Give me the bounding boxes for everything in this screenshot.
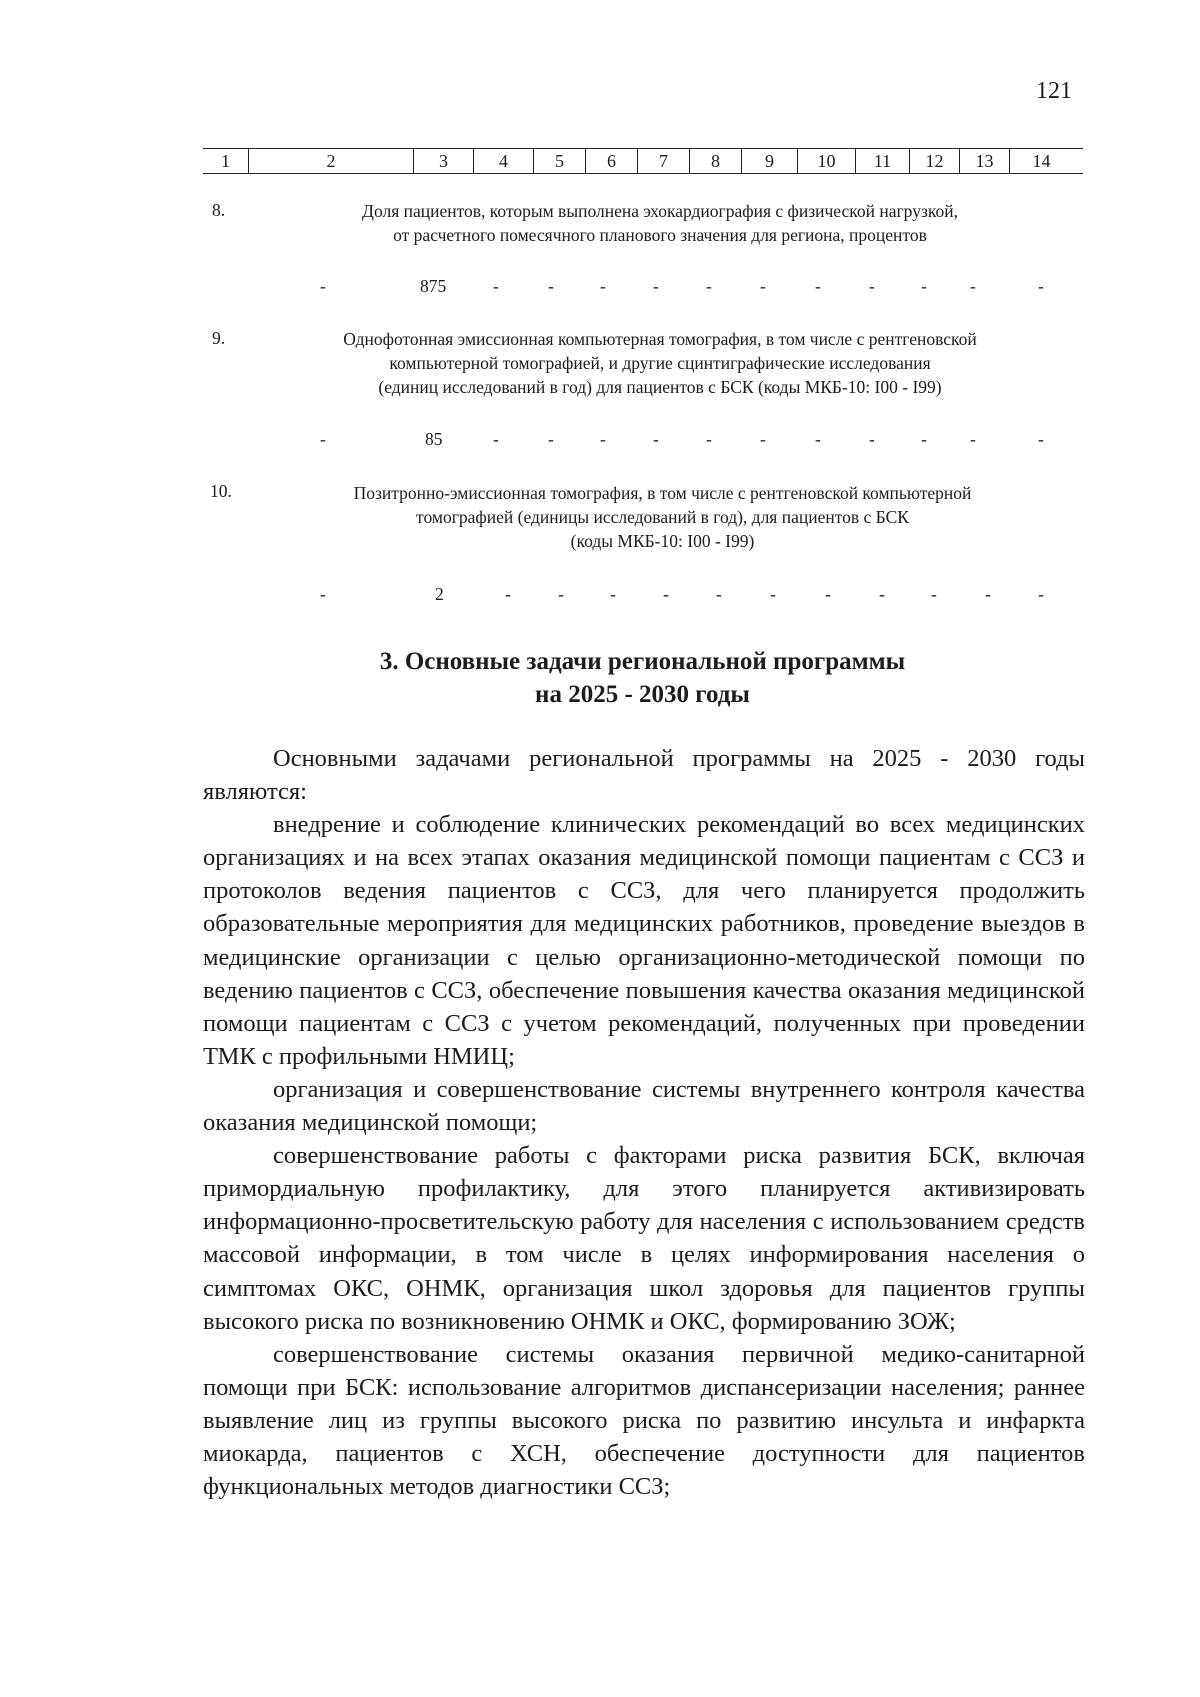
value-cell: - xyxy=(505,584,511,604)
section-title xyxy=(200,645,1085,711)
item-title-line: (единиц исследований в год) для пациентов с БСК (коды МКБ-10: I00 - I99) xyxy=(378,377,942,397)
item-title xyxy=(260,481,1065,553)
item-title xyxy=(260,199,1060,247)
value-cell: 875 xyxy=(420,276,447,296)
column-header-cell: 7 xyxy=(637,149,689,173)
value-cell: - xyxy=(663,584,669,604)
value-cell: - xyxy=(921,429,927,449)
body-text xyxy=(203,742,1085,1503)
value-cell: - xyxy=(706,276,712,296)
item-value-row xyxy=(0,584,1200,608)
value-cell: - xyxy=(1038,276,1044,296)
value-cell: - xyxy=(985,584,991,604)
value-cell: - xyxy=(815,429,821,449)
item-number: 9. xyxy=(212,328,226,348)
column-header-cell: 14 xyxy=(1009,149,1073,173)
value-cell: - xyxy=(320,584,326,604)
item-title-line: (коды МКБ-10: I00 - I99) xyxy=(570,531,755,551)
value-cell: - xyxy=(815,276,821,296)
paragraph: внедрение и соблюдение клинических рекомендаций во всех медицинских организациях и на всех этапах оказания медицинской помощи пациентам с ССЗ и протоколов ведения пациентов с ССЗ, для чего планируется продолжить образовательные мероприятия для медицинских работников, проведение выездов в медицинские организации с целью организационно-методической помощи по ведению пациентов с ССЗ, обеспечение повышения качества оказания медицинской помощи пациентам с ССЗ с учетом рекомендаций, полученных при проведении ТМК с профильными НМИЦ; xyxy=(203,811,1085,1070)
paragraph: совершенствование работы с факторами риска развития БСК, включая примордиальную профилактику, для этого планируется активизировать информационно-просветительскую работу для населения с использованием средств массовой информации, в том числе в целях информирования населения о симптомах ОКС, ОНМК, организация школ здоровья для пациентов группы высокого риска по возникновению ОНМК и ОКС, формированию ЗОЖ; xyxy=(203,1142,1085,1335)
column-header-cell: 6 xyxy=(585,149,637,173)
value-cell: - xyxy=(493,276,499,296)
column-header-cell: 2 xyxy=(248,149,413,173)
column-header-cell: 3 xyxy=(413,149,473,173)
value-cell: - xyxy=(770,584,776,604)
value-cell: - xyxy=(558,584,564,604)
section-title-line: 3. Основные задачи региональной программы xyxy=(379,648,906,675)
column-header-cell: 4 xyxy=(473,149,533,173)
value-cell: - xyxy=(716,584,722,604)
value-cell: - xyxy=(493,429,499,449)
value-cell: - xyxy=(610,584,616,604)
value-cell: - xyxy=(760,276,766,296)
value-cell: - xyxy=(320,429,326,449)
item-title xyxy=(250,327,1070,399)
column-header-cell: 10 xyxy=(797,149,855,173)
value-cell: - xyxy=(879,584,885,604)
item-title-line: Доля пациентов, которым выполнена эхокардиография с физической нагрузкой, xyxy=(362,201,958,221)
value-cell: - xyxy=(1038,584,1044,604)
value-cell: - xyxy=(653,276,659,296)
column-header-cell: 5 xyxy=(533,149,585,173)
value-cell: - xyxy=(600,429,606,449)
value-cell: - xyxy=(653,429,659,449)
paragraph: совершенствование системы оказания первичной медико-санитарной помощи при БСК: использование алгоритмов диспансеризации населения; раннее выявление лиц из группы высокого риска по развитию инсульта и инфаркта миокарда, пациентов с ХСН, обеспечение доступности для пациентов функциональных методов диагностики ССЗ; xyxy=(203,1340,1085,1501)
value-cell: - xyxy=(706,429,712,449)
item-title-line: компьютерной томографией, и другие сцинтиграфические исследования xyxy=(389,353,931,373)
value-cell: 2 xyxy=(435,584,444,604)
value-cell: - xyxy=(825,584,831,604)
item-value-row xyxy=(0,276,1200,300)
value-cell: - xyxy=(869,276,875,296)
column-header-cell: 8 xyxy=(689,149,741,173)
column-header-cell: 1 xyxy=(221,150,230,171)
page-number: 121 xyxy=(1036,78,1072,104)
column-header-cell: 11 xyxy=(855,149,909,173)
item-title-line: томографией (единицы исследований в год), для пациентов с БСК xyxy=(416,507,909,527)
value-cell: - xyxy=(760,429,766,449)
column-header-cell: 9 xyxy=(741,149,797,173)
value-cell: 85 xyxy=(425,429,443,449)
value-cell: - xyxy=(600,276,606,296)
item-number: 10. xyxy=(210,481,232,501)
value-cell: - xyxy=(921,276,927,296)
value-cell: - xyxy=(548,429,554,449)
section-title-line: на 2025 - 2030 годы xyxy=(535,681,750,708)
paragraph: организация и совершенствование системы внутреннего контроля качества оказания медицинской помощи; xyxy=(203,1075,1085,1137)
value-cell: - xyxy=(970,276,976,296)
value-cell: - xyxy=(320,276,326,296)
table-column-header-row xyxy=(203,148,1083,174)
column-header-cell: 12 xyxy=(909,149,959,173)
paragraph: Основными задачами региональной программы на 2025 - 2030 годы являются: xyxy=(203,745,1085,806)
value-cell: - xyxy=(970,429,976,449)
item-title-line: от расчетного помесячного планового значения для региона, процентов xyxy=(393,225,927,245)
value-cell: - xyxy=(869,429,875,449)
value-cell: - xyxy=(931,584,937,604)
value-cell: - xyxy=(1038,429,1044,449)
item-number: 8. xyxy=(212,200,226,220)
value-cell: - xyxy=(548,276,554,296)
item-value-row xyxy=(0,429,1200,453)
item-title-line: Позитронно-эмиссионная томография, в том числе с рентгеновской компьютерной xyxy=(353,483,972,503)
item-title-line: Однофотонная эмиссионная компьютерная томография, в том числе с рентгеновской xyxy=(343,329,977,349)
column-header-cell: 13 xyxy=(959,149,1009,173)
